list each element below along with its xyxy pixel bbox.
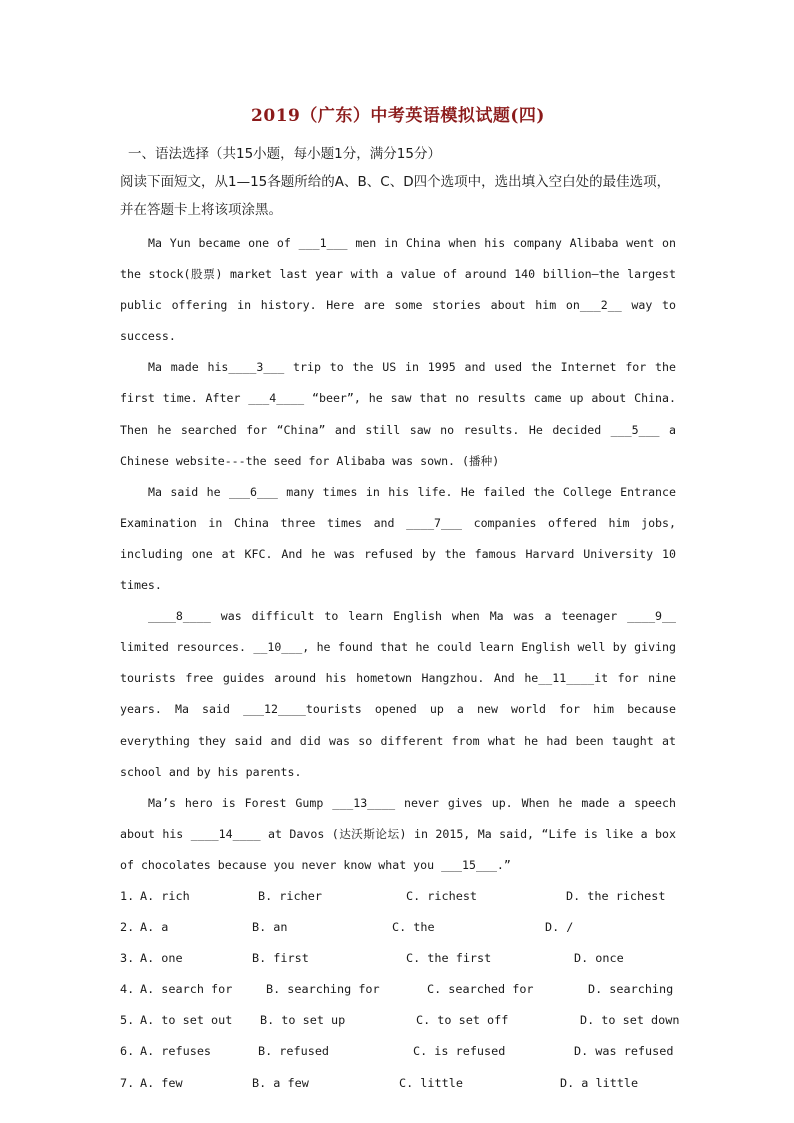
question-row-2	[120, 912, 676, 943]
question-number: 6.	[120, 1044, 135, 1059]
option-b: B. an	[252, 920, 288, 935]
option-a: A. refuses	[140, 1044, 212, 1059]
question-row-7	[120, 1068, 676, 1099]
question-row-3	[120, 943, 676, 974]
option-c: C. richest	[406, 888, 478, 903]
question-row-6	[120, 1036, 676, 1067]
question-number: 7.	[120, 1075, 135, 1090]
option-c: C. to set off	[416, 1013, 509, 1028]
passage-paragraph-5: Ma’s hero is Forest Gump ___13____ never gives up. When he made a speech about his ____14____ at Davos (达沃斯论坛) in 2015, Ma said, “Life is like a box of chocolates because you never know what you ___15___.”	[120, 795, 676, 872]
option-d: D. /	[545, 920, 574, 935]
option-d: D. was refused	[574, 1044, 674, 1059]
option-b: B. refused	[258, 1044, 330, 1059]
option-b: B. richer	[258, 888, 322, 903]
option-c: C. the first	[406, 951, 492, 966]
question-number: 5.	[120, 1013, 135, 1028]
question-number: 2.	[120, 920, 135, 935]
option-a: A. a	[140, 920, 169, 935]
option-d: D. the richest	[566, 888, 666, 903]
question-options	[120, 881, 680, 1099]
passage-paragraph-4: ____8____ was difficult to learn English when Ma was a teenager ____9__ limited resources. __10___, he found that he could learn English well by giving tourists free guides around his hometown Hangzhou. And he__11____it for nine years. Ma said ___12____tourists opened up a new world for him because everything they said and did was so different from what he had been taught at school and by his parents.	[120, 609, 676, 779]
option-a: A. to set out	[140, 1013, 233, 1028]
passage-paragraph-2: Ma made his____3___ trip to the US in 1995 and used the Internet for the first time. After ___4____ “beer”, he saw that no results came up about China. Then he searched for “China” and still saw no results. He decided ___5___ a Chinese website---the seed for Alibaba was sown. (播种)	[120, 360, 676, 468]
passage-paragraph-1: Ma Yun became one of ___1___ men in China when his company Alibaba went on the stock(股票) market last year with a value of around 140 billion—the largest public offering in history. Here are some stories about him on___2__ way to success.	[120, 236, 676, 344]
option-d: D. to set down	[580, 1013, 680, 1028]
question-row-1	[120, 881, 676, 912]
question-row-4	[120, 974, 676, 1005]
question-number: 4.	[120, 982, 135, 997]
option-a: A. search for	[140, 982, 233, 997]
option-b: B. to set up	[260, 1013, 346, 1028]
document-page	[120, 104, 680, 1099]
passage-paragraph-3: Ma said he ___6___ many times in his life. He failed the College Entrance Examination in China three times and ____7___ companies offered him jobs, including one at KFC. And he was refused by the famous Harvard University 10 times.	[120, 484, 676, 593]
option-b: B. searching for	[266, 982, 380, 997]
option-b: B. a few	[252, 1075, 309, 1090]
option-b: B. first	[252, 951, 309, 966]
option-d: D. a little	[560, 1075, 639, 1090]
page-title: 2019（广东）中考英语模拟试题(四)	[251, 106, 545, 126]
option-c: C. the	[392, 920, 435, 935]
option-a: A. rich	[140, 888, 190, 903]
question-row-5	[120, 1005, 680, 1036]
option-a: A. few	[140, 1075, 183, 1090]
option-d: D. once	[574, 951, 624, 966]
option-c: C. little	[399, 1075, 463, 1090]
section-heading: 一、语法选择（共15小题，每小题1分，满分15分）	[128, 146, 441, 162]
option-c: C. searched for	[427, 982, 534, 997]
question-number: 1.	[120, 888, 135, 903]
option-d: D. searching	[588, 982, 674, 997]
instructions: 阅读下面短文，从1—15各题所给的A、B、C、D四个选项中，选出填入空白处的最佳选项，并在答题卡上将该项涂黑。	[120, 174, 671, 218]
option-c: C. is refused	[413, 1044, 506, 1059]
option-a: A. one	[140, 951, 183, 966]
question-number: 3.	[120, 951, 135, 966]
